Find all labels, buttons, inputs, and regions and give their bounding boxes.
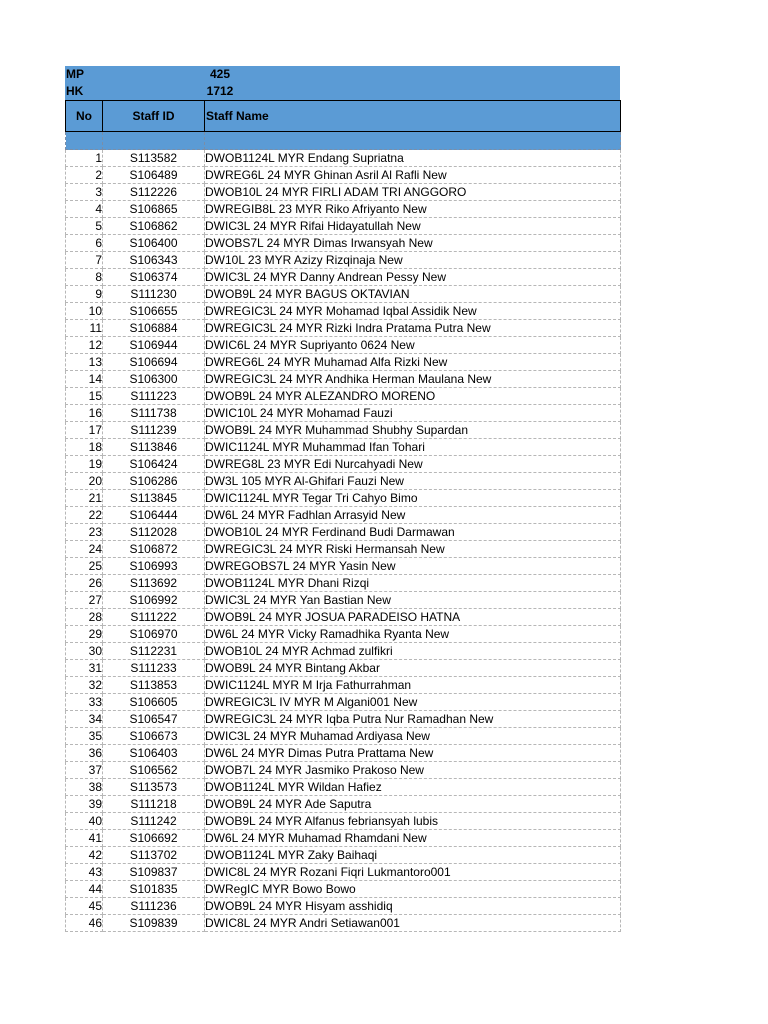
- staff-name-cell[interactable]: DW6L 24 MYR Dimas Putra Prattama New: [205, 745, 621, 762]
- row-number-cell[interactable]: 31: [66, 660, 103, 677]
- row-number-cell[interactable]: 19: [66, 456, 103, 473]
- staff-sheet: [65, 66, 620, 932]
- row-number-cell[interactable]: 10: [66, 303, 103, 320]
- staff-id-cell[interactable]: S106694: [103, 354, 205, 371]
- spacer-cell: [103, 132, 205, 150]
- staff-id-cell[interactable]: S106673: [103, 728, 205, 745]
- table-row[interactable]: [66, 915, 621, 932]
- table-row[interactable]: [66, 643, 621, 660]
- row-number-cell[interactable]: 39: [66, 796, 103, 813]
- staff-id-cell[interactable]: S106400: [103, 235, 205, 252]
- row-number-cell[interactable]: 25: [66, 558, 103, 575]
- staff-id-cell[interactable]: S106992: [103, 592, 205, 609]
- staff-name-cell[interactable]: DWOB10L 24 MYR Ferdinand Budi Darmawan: [205, 524, 621, 541]
- table-row[interactable]: [66, 796, 621, 813]
- row-number-cell[interactable]: 2: [66, 167, 103, 184]
- staff-name-cell[interactable]: DWIC8L 24 MYR Rozani Fiqri Lukmantoro001: [205, 864, 621, 881]
- table-row[interactable]: [66, 354, 621, 371]
- table-row[interactable]: [66, 439, 621, 456]
- staff-id-cell[interactable]: S111738: [103, 405, 205, 422]
- row-number-cell[interactable]: 13: [66, 354, 103, 371]
- table-row[interactable]: [66, 456, 621, 473]
- staff-id-cell[interactable]: S106562: [103, 762, 205, 779]
- staff-name-cell[interactable]: DW6L 24 MYR Vicky Ramadhika Ryanta New: [205, 626, 621, 643]
- table-row[interactable]: [66, 609, 621, 626]
- staff-name-cell[interactable]: DWREGIC3L 24 MYR Riski Hermansah New: [205, 541, 621, 558]
- summary-row-hk: [65, 83, 620, 100]
- table-row[interactable]: [66, 711, 621, 728]
- staff-name-cell[interactable]: DW3L 105 MYR Al-Ghifari Fauzi New: [205, 473, 621, 490]
- table-row[interactable]: [66, 677, 621, 694]
- staff-id-cell[interactable]: S111223: [103, 388, 205, 405]
- staff-name-cell[interactable]: DWREGOBS7L 24 MYR Yasin New: [205, 558, 621, 575]
- row-number-cell[interactable]: 17: [66, 422, 103, 439]
- table-row[interactable]: [66, 184, 621, 201]
- staff-name-cell[interactable]: DWIC1124L MYR Muhammad Ifan Tohari: [205, 439, 621, 456]
- staff-id-cell[interactable]: S113582: [103, 150, 205, 167]
- staff-id-cell[interactable]: S106286: [103, 473, 205, 490]
- staff-id-cell[interactable]: S106489: [103, 167, 205, 184]
- staff-name-cell[interactable]: DWREGIC3L 24 MYR Andhika Herman Maulana New: [205, 371, 621, 388]
- staff-name-cell[interactable]: DWIC3L 24 MYR Rifai Hidayatullah New: [205, 218, 621, 235]
- staff-id-cell[interactable]: S109837: [103, 864, 205, 881]
- table-row[interactable]: [66, 694, 621, 711]
- row-number-cell[interactable]: 24: [66, 541, 103, 558]
- table-row[interactable]: [66, 371, 621, 388]
- table-row[interactable]: [66, 847, 621, 864]
- summary-label: MP: [66, 67, 84, 81]
- staff-name-cell[interactable]: DWOB9L 24 MYR Alfanus febriansyah lubis: [205, 813, 621, 830]
- table-row[interactable]: [66, 864, 621, 881]
- row-number-cell[interactable]: 42: [66, 847, 103, 864]
- staff-name-cell[interactable]: DWREG8L 23 MYR Edi Nurcahyadi New: [205, 456, 621, 473]
- table-row[interactable]: [66, 728, 621, 745]
- staff-name-cell[interactable]: DWOBS7L 24 MYR Dimas Irwansyah New: [205, 235, 621, 252]
- row-number-cell[interactable]: 1: [66, 150, 103, 167]
- staff-id-cell[interactable]: S112028: [103, 524, 205, 541]
- staff-id-cell[interactable]: S106692: [103, 830, 205, 847]
- staff-id-cell[interactable]: S113702: [103, 847, 205, 864]
- table-row[interactable]: [66, 592, 621, 609]
- row-number-cell[interactable]: 14: [66, 371, 103, 388]
- staff-id-cell[interactable]: S113692: [103, 575, 205, 592]
- spacer-cell: [205, 132, 621, 150]
- staff-name-cell[interactable]: DWOB9L 24 MYR Ade Saputra: [205, 796, 621, 813]
- staff-name-cell[interactable]: DWOB1124L MYR Wildan Hafiez: [205, 779, 621, 796]
- row-number-cell[interactable]: 22: [66, 507, 103, 524]
- row-number-cell[interactable]: 5: [66, 218, 103, 235]
- table-row[interactable]: [66, 575, 621, 592]
- staff-name-cell[interactable]: DWOB9L 24 MYR Hisyam asshidiq: [205, 898, 621, 915]
- staff-id-cell[interactable]: S111233: [103, 660, 205, 677]
- table-row[interactable]: [66, 524, 621, 541]
- staff-name-cell[interactable]: DWIC10L 24 MYR Mohamad Fauzi: [205, 405, 621, 422]
- row-number-cell[interactable]: 28: [66, 609, 103, 626]
- row-number-cell[interactable]: 29: [66, 626, 103, 643]
- staff-name-cell[interactable]: DWOB1124L MYR Dhani Rizqi: [205, 575, 621, 592]
- staff-id-cell[interactable]: S106547: [103, 711, 205, 728]
- staff-id-cell[interactable]: S106605: [103, 694, 205, 711]
- row-number-cell[interactable]: 45: [66, 898, 103, 915]
- staff-name-cell[interactable]: DWREG6L 24 MYR Muhamad Alfa Rizki New: [205, 354, 621, 371]
- row-number-cell[interactable]: 44: [66, 881, 103, 898]
- staff-id-cell[interactable]: S106993: [103, 558, 205, 575]
- table-row[interactable]: [66, 881, 621, 898]
- staff-name-cell[interactable]: DWOB1124L MYR Endang Supriatna: [205, 150, 621, 167]
- staff-id-cell[interactable]: S106944: [103, 337, 205, 354]
- table-row[interactable]: [66, 762, 621, 779]
- staff-id-cell[interactable]: S113845: [103, 490, 205, 507]
- staff-name-cell[interactable]: DWOB9L 24 MYR ALEZANDRO MORENO: [205, 388, 621, 405]
- table-row[interactable]: [66, 218, 621, 235]
- table-row[interactable]: [66, 745, 621, 762]
- staff-id-cell[interactable]: S111239: [103, 422, 205, 439]
- header-spacer-row: [66, 132, 621, 150]
- row-number-cell[interactable]: 12: [66, 337, 103, 354]
- staff-id-cell[interactable]: S106865: [103, 201, 205, 218]
- row-number-cell[interactable]: 46: [66, 915, 103, 932]
- row-number-cell[interactable]: 40: [66, 813, 103, 830]
- row-number-cell[interactable]: 9: [66, 286, 103, 303]
- staff-id-cell[interactable]: S106884: [103, 320, 205, 337]
- staff-name-cell[interactable]: DWIC8L 24 MYR Andri Setiawan001: [205, 915, 621, 932]
- staff-name-cell[interactable]: DWOB9L 24 MYR BAGUS OKTAVIAN: [205, 286, 621, 303]
- row-number-cell[interactable]: 11: [66, 320, 103, 337]
- staff-id-cell[interactable]: S106655: [103, 303, 205, 320]
- table-row[interactable]: [66, 405, 621, 422]
- header-row: [66, 101, 621, 132]
- row-number-cell[interactable]: 34: [66, 711, 103, 728]
- staff-id-cell[interactable]: S106403: [103, 745, 205, 762]
- row-number-cell[interactable]: 16: [66, 405, 103, 422]
- staff-id-cell[interactable]: S112231: [103, 643, 205, 660]
- table-row[interactable]: [66, 167, 621, 184]
- row-number-cell[interactable]: 27: [66, 592, 103, 609]
- staff-table: [65, 100, 621, 932]
- row-number-cell[interactable]: 37: [66, 762, 103, 779]
- staff-name-cell[interactable]: DWIC6L 24 MYR Supriyanto 0624 New: [205, 337, 621, 354]
- table-row[interactable]: [66, 558, 621, 575]
- staff-name-cell[interactable]: DW6L 24 MYR Muhamad Rhamdani New: [205, 830, 621, 847]
- summary-row-mp: [65, 66, 620, 83]
- staff-name-cell[interactable]: DWOB9L 24 MYR JOSUA PARADEISO HATNA: [205, 609, 621, 626]
- staff-name-cell[interactable]: DW10L 23 MYR Azizy Rizqinaja New: [205, 252, 621, 269]
- staff-name-cell[interactable]: DWIC1124L MYR M Irja Fathurrahman: [205, 677, 621, 694]
- table-row[interactable]: [66, 473, 621, 490]
- row-number-cell[interactable]: 23: [66, 524, 103, 541]
- row-number-cell[interactable]: 41: [66, 830, 103, 847]
- table-row[interactable]: [66, 269, 621, 286]
- table-row[interactable]: [66, 252, 621, 269]
- staff-name-cell[interactable]: DWREGIB8L 23 MYR Riko Afriyanto New: [205, 201, 621, 218]
- summary-value: 1712: [206, 84, 234, 98]
- spacer-cell: [66, 132, 103, 150]
- staff-name-cell[interactable]: DWIC3L 24 MYR Muhamad Ardiyasa New: [205, 728, 621, 745]
- staff-name-cell[interactable]: DWOB10L 24 MYR FIRLI ADAM TRI ANGGORO: [205, 184, 621, 201]
- row-number-cell[interactable]: 20: [66, 473, 103, 490]
- staff-name-cell[interactable]: DWIC3L 24 MYR Yan Bastian New: [205, 592, 621, 609]
- table-row[interactable]: [66, 388, 621, 405]
- row-number-cell[interactable]: 33: [66, 694, 103, 711]
- column-header-no[interactable]: No: [66, 101, 103, 132]
- staff-name-cell[interactable]: DWOB7L 24 MYR Jasmiko Prakoso New: [205, 762, 621, 779]
- table-row[interactable]: [66, 235, 621, 252]
- row-number-cell[interactable]: 4: [66, 201, 103, 218]
- staff-id-cell[interactable]: S106374: [103, 269, 205, 286]
- staff-id-cell[interactable]: S111222: [103, 609, 205, 626]
- table-row[interactable]: [66, 490, 621, 507]
- staff-id-cell[interactable]: S111218: [103, 796, 205, 813]
- staff-name-cell[interactable]: DWOB9L 24 MYR Bintang Akbar: [205, 660, 621, 677]
- staff-id-cell[interactable]: S106300: [103, 371, 205, 388]
- staff-id-cell[interactable]: S111242: [103, 813, 205, 830]
- staff-id-cell[interactable]: S113853: [103, 677, 205, 694]
- table-row[interactable]: [66, 422, 621, 439]
- row-number-cell[interactable]: 43: [66, 864, 103, 881]
- summary-label: HK: [66, 84, 84, 98]
- staff-name-cell[interactable]: DWIC3L 24 MYR Danny Andrean Pessy New: [205, 269, 621, 286]
- table-row[interactable]: [66, 830, 621, 847]
- row-number-cell[interactable]: 6: [66, 235, 103, 252]
- row-number-cell[interactable]: 8: [66, 269, 103, 286]
- staff-id-cell[interactable]: S106970: [103, 626, 205, 643]
- staff-name-cell[interactable]: DWRegIC MYR Bowo Bowo: [205, 881, 621, 898]
- row-number-cell[interactable]: 35: [66, 728, 103, 745]
- staff-id-cell[interactable]: S113846: [103, 439, 205, 456]
- summary-block: [65, 66, 620, 100]
- staff-name-cell[interactable]: DWREGIC3L 24 MYR Rizki Indra Pratama Putra New: [205, 320, 621, 337]
- staff-name-cell[interactable]: DWOB10L 24 MYR Achmad zulfikri: [205, 643, 621, 660]
- staff-name-cell[interactable]: DWIC1124L MYR Tegar Tri Cahyo Bimo: [205, 490, 621, 507]
- summary-value: 425: [209, 67, 231, 81]
- staff-id-cell[interactable]: S111230: [103, 286, 205, 303]
- table-row[interactable]: [66, 507, 621, 524]
- staff-id-cell[interactable]: S106444: [103, 507, 205, 524]
- staff-id-cell[interactable]: S113573: [103, 779, 205, 796]
- staff-id-cell[interactable]: S111236: [103, 898, 205, 915]
- row-number-cell[interactable]: 7: [66, 252, 103, 269]
- staff-name-cell[interactable]: DWREGIC3L IV MYR M Algani001 New: [205, 694, 621, 711]
- staff-id-cell[interactable]: S112226: [103, 184, 205, 201]
- row-number-cell[interactable]: 21: [66, 490, 103, 507]
- staff-name-cell[interactable]: DWOB1124L MYR Zaky Baihaqi: [205, 847, 621, 864]
- table-row[interactable]: [66, 201, 621, 218]
- staff-id-cell[interactable]: S106343: [103, 252, 205, 269]
- row-number-cell[interactable]: 36: [66, 745, 103, 762]
- table-row[interactable]: [66, 303, 621, 320]
- table-row[interactable]: [66, 337, 621, 354]
- row-number-cell[interactable]: 38: [66, 779, 103, 796]
- staff-name-cell[interactable]: DWREGIC3L 24 MYR Iqba Putra Nur Ramadhan New: [205, 711, 621, 728]
- table-row[interactable]: [66, 286, 621, 303]
- staff-id-cell[interactable]: S106862: [103, 218, 205, 235]
- row-number-cell[interactable]: 18: [66, 439, 103, 456]
- row-number-cell[interactable]: 3: [66, 184, 103, 201]
- table-row[interactable]: [66, 898, 621, 915]
- row-number-cell[interactable]: 32: [66, 677, 103, 694]
- staff-name-cell[interactable]: DWREGIC3L 24 MYR Mohamad Iqbal Assidik New: [205, 303, 621, 320]
- row-number-cell[interactable]: 26: [66, 575, 103, 592]
- staff-name-cell[interactable]: DWREG6L 24 MYR Ghinan Asril Al Rafli New: [205, 167, 621, 184]
- table-row[interactable]: [66, 813, 621, 830]
- staff-id-cell[interactable]: S101835: [103, 881, 205, 898]
- staff-id-cell[interactable]: S109839: [103, 915, 205, 932]
- column-header-staff-name[interactable]: Staff Name: [205, 101, 621, 132]
- column-header-staff-id[interactable]: Staff ID: [103, 101, 205, 132]
- staff-id-cell[interactable]: S106424: [103, 456, 205, 473]
- staff-name-cell[interactable]: DW6L 24 MYR Fadhlan Arrasyid New: [205, 507, 621, 524]
- table-row[interactable]: [66, 150, 621, 167]
- row-number-cell[interactable]: 15: [66, 388, 103, 405]
- table-row[interactable]: [66, 541, 621, 558]
- staff-name-cell[interactable]: DWOB9L 24 MYR Muhammad Shubhy Supardan: [205, 422, 621, 439]
- row-number-cell[interactable]: 30: [66, 643, 103, 660]
- table-row[interactable]: [66, 660, 621, 677]
- table-row[interactable]: [66, 779, 621, 796]
- staff-id-cell[interactable]: S106872: [103, 541, 205, 558]
- table-row[interactable]: [66, 320, 621, 337]
- table-row[interactable]: [66, 626, 621, 643]
